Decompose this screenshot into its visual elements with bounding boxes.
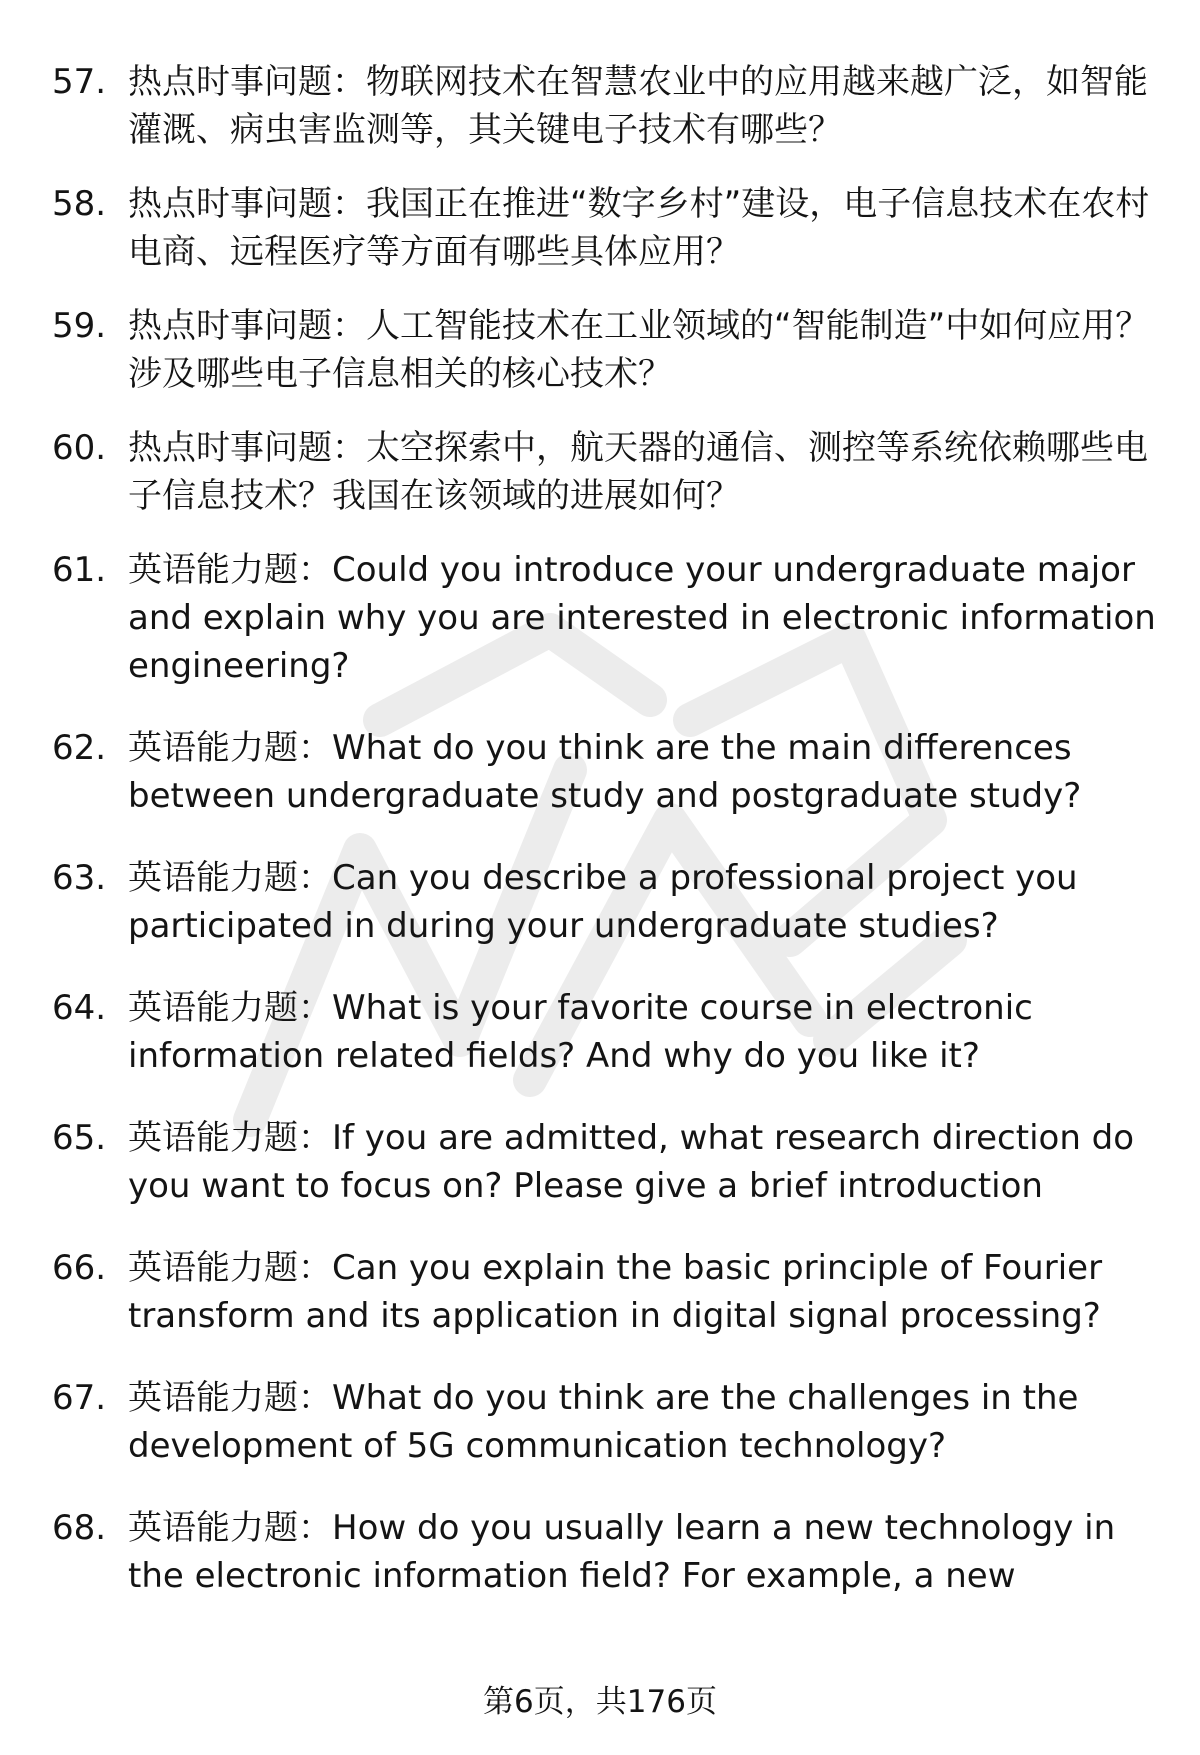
question-number: 68.	[52, 1508, 107, 1548]
question-item	[0, 1374, 1200, 1470]
question-number: 60.	[52, 428, 107, 468]
question-number: 57.	[52, 62, 107, 102]
question-text: 英语能力题：Could you introduce your undergraduate major and explain why you are interested in electronic information engineering?	[128, 550, 1156, 686]
question-list	[0, 58, 1200, 1634]
question-item	[0, 854, 1200, 950]
question-number: 63.	[52, 858, 107, 898]
question-text: 热点时事问题：太空探索中，航天器的通信、测控等系统依赖哪些电子信息技术？我国在该领域的进展如何？	[128, 428, 1148, 516]
question-item	[0, 724, 1200, 820]
question-number: 59.	[52, 306, 107, 346]
question-text: 英语能力题：Can you explain the basic principle of Fourier transform and its application in digital signal processing?	[128, 1248, 1103, 1336]
page-footer: 第6页，共176页	[483, 1684, 717, 1720]
question-number: 61.	[52, 550, 107, 590]
question-text: 英语能力题：How do you usually learn a new technology in the electronic information field? For example, a new	[128, 1508, 1116, 1596]
question-text: 英语能力题：What is your favorite course in electronic information related fields? And why do you like it?	[128, 988, 1033, 1076]
question-text: 英语能力题：What do you think are the main differences between undergraduate study and postgraduate study?	[128, 728, 1082, 816]
question-text: 英语能力题：Can you describe a professional project you participated in during your undergraduate studies?	[128, 858, 1078, 946]
question-number: 64.	[52, 988, 107, 1028]
question-number: 66.	[52, 1248, 107, 1288]
question-number: 65.	[52, 1118, 107, 1158]
question-item	[0, 1114, 1200, 1210]
question-text: 英语能力题：If you are admitted, what research direction do you want to focus on? Please give a brief introduction	[128, 1118, 1135, 1206]
question-item	[0, 180, 1200, 276]
question-number: 67.	[52, 1378, 107, 1418]
question-text: 英语能力题：What do you think are the challenges in the development of 5G communication technology?	[128, 1378, 1079, 1466]
question-item	[0, 58, 1200, 154]
question-number: 62.	[52, 728, 107, 768]
question-item	[0, 984, 1200, 1080]
question-text: 热点时事问题：物联网技术在智慧农业中的应用越来越广泛，如智能灌溉、病虫害监测等，其关键电子技术有哪些？	[128, 62, 1148, 150]
question-item	[0, 1244, 1200, 1340]
question-number: 58.	[52, 184, 107, 224]
question-text: 热点时事问题：我国正在推进“数字乡村”建设，电子信息技术在农村电商、远程医疗等方面有哪些具体应用？	[128, 184, 1150, 272]
question-item	[0, 302, 1200, 398]
question-item	[0, 546, 1200, 690]
question-item	[0, 1504, 1200, 1600]
question-text: 热点时事问题：人工智能技术在工业领域的“智能制造”中如何应用？涉及哪些电子信息相关的核心技术？	[128, 306, 1150, 394]
question-item	[0, 424, 1200, 520]
